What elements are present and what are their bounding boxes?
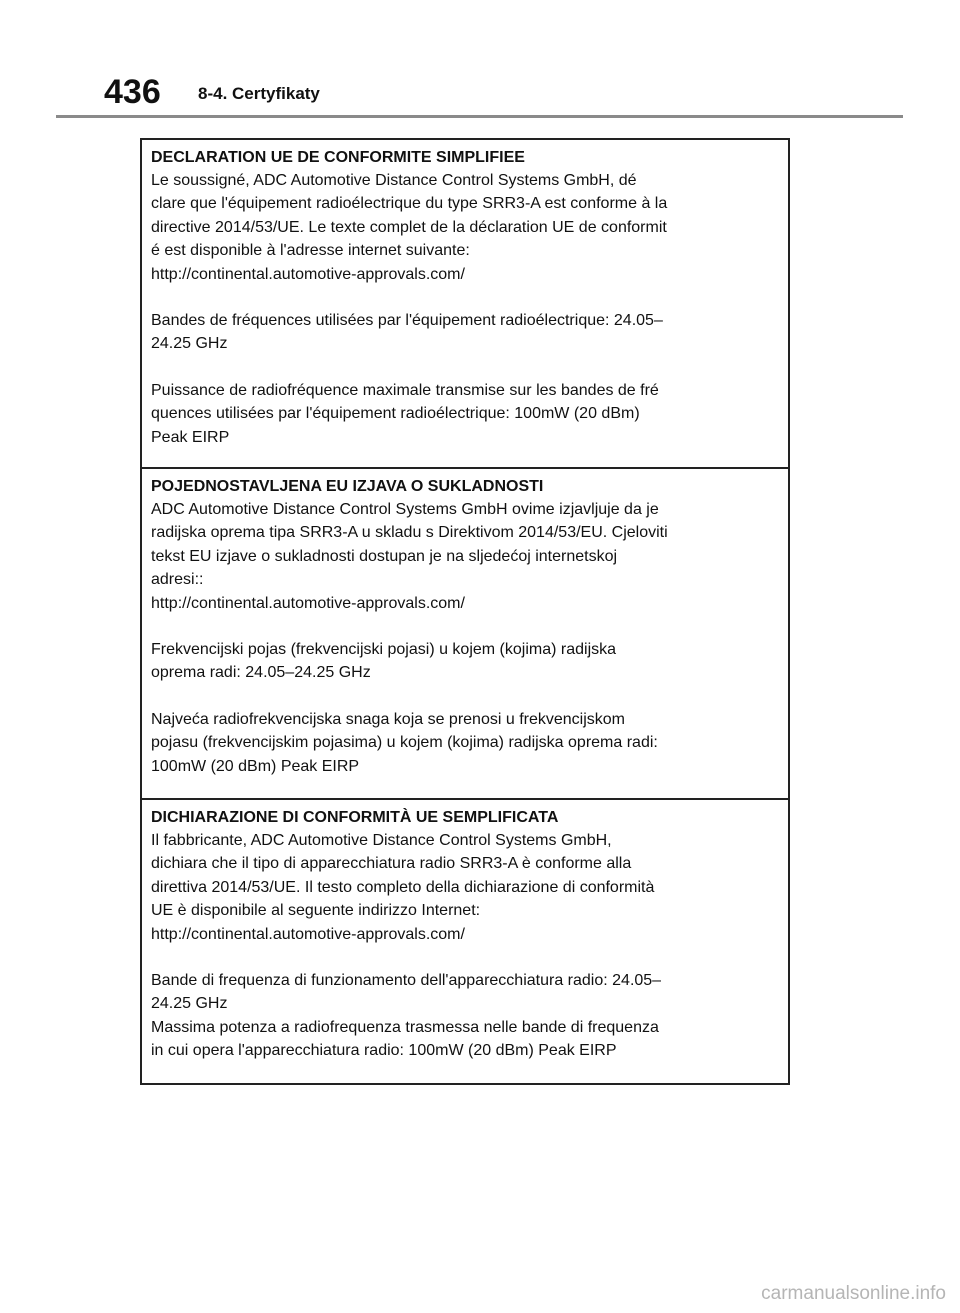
declaration-section-croatian [142, 469, 788, 800]
declaration-section-french [142, 140, 788, 469]
section-heading: DICHIARAZIONE DI CONFORMITÀ UE SEMPLIFICATA [151, 809, 559, 826]
declaration-box [140, 138, 790, 1085]
paragraph: Il fabbricante, ADC Automotive Distance Control Systems GmbH, dichiara che il tipo di apparecchiatura radio SRR3-A è conforme alla direttiva 2014/53/UE. Il testo completo della dichiarazione di conformità UE è disponibile al seguente indirizzo Internet: http://continental.automotive-approvals.com/ [151, 832, 655, 943]
section-title: 8-4. Certyfikaty [198, 84, 320, 103]
page-number: 436 [104, 73, 161, 111]
paragraph: Puissance de radiofréquence maximale transmise sur les bandes de fré quences utilisées par l'équipement radioélectrique: 100mW (20 dBm) Peak EIRP [151, 381, 659, 446]
paragraph: Le soussigné, ADC Automotive Distance Control Systems GmbH, dé clare que l'équipement radioélectrique du type SRR3-A est conforme à la directive 2014/53/UE. Le texte complet de la déclaration UE de conformit é est disponible à l'adresse internet suivante: http://continental.automotive-approvals.com/ [151, 172, 668, 283]
section-heading: DECLARATION UE DE CONFORMITE SIMPLIFIEE [151, 149, 525, 166]
header-divider [56, 115, 903, 118]
declaration-section-italian [142, 800, 788, 1083]
watermark: carmanualsonline.info [761, 1283, 946, 1304]
paragraph: Najveća radiofrekvencijska snaga koja se prenosi u frekvencijskom pojasu (frekvencijskim pojasima) u kojem (kojima) radijska oprema radi: 100mW (20 dBm) Peak EIRP [151, 710, 658, 775]
paragraph: ADC Automotive Distance Control Systems GmbH ovime izjavljuje da je radijska oprema tipa SRR3-A u skladu s Direktivom 2014/53/EU. Cjeloviti tekst EU izjave o sukladnosti dostupan je na sljedećoj internetskoj adresi:: http://continental.automotive-approvals.com/ [151, 501, 668, 612]
page-header [0, 0, 960, 120]
paragraph: Bande di frequenza di funzionamento dell'apparecchiatura radio: 24.05– 24.25 GHz Massima potenza a radiofrequenza trasmessa nelle bande di frequenza in cui opera l'apparecchiatura radio: 100mW (20 dBm) Peak EIRP [151, 972, 662, 1060]
paragraph: Frekvencijski pojas (frekvencijski pojasi) u kojem (kojima) radijska oprema radi: 24.05–24.25 GHz [151, 641, 617, 682]
section-heading: POJEDNOSTAVLJENA EU IZJAVA O SUKLADNOSTI [151, 478, 544, 495]
paragraph: Bandes de fréquences utilisées par l'équipement radioélectrique: 24.05– 24.25 GHz [151, 312, 663, 353]
